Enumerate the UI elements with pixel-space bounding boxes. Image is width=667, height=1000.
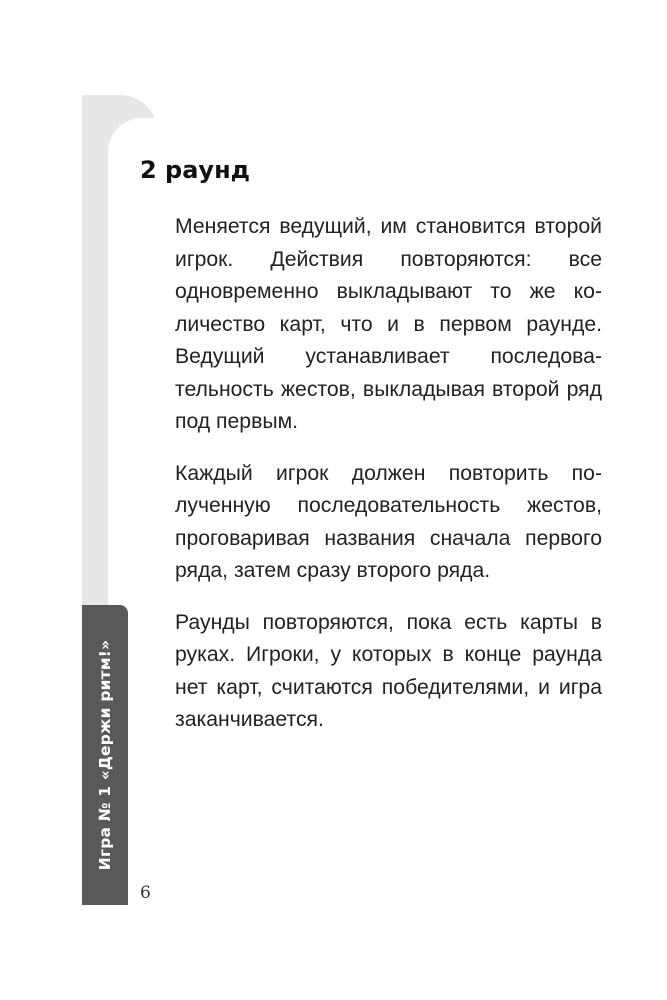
chapter-tab-title: Игра № 1 «Держи ритм!» — [96, 639, 114, 871]
paragraph-3: Раунды повторяются, пока есть карты в руках. Игроки, у которых в конце раунда нет карт, считаются победителями, и игра заканчивается. — [175, 610, 602, 731]
paragraph-1: Меняется ведущий, им становится второй игрок. Действия повторяются: все одновременно выкладывают то же количество карт, что и в первом раунде. Ведущий устанавливает последовательность жестов, выкладывая второй ряд под первым. — [175, 215, 602, 433]
paragraph-2: Каждый игрок должен повторить полученную последовательность жестов, проговаривая названия сначала первого ряда, затем сразу второго ряда. — [175, 461, 602, 582]
page-number: 6 — [140, 883, 151, 903]
section-heading: 2 раунд — [140, 156, 251, 184]
chapter-tab — [82, 605, 128, 905]
page-content — [140, 150, 602, 756]
